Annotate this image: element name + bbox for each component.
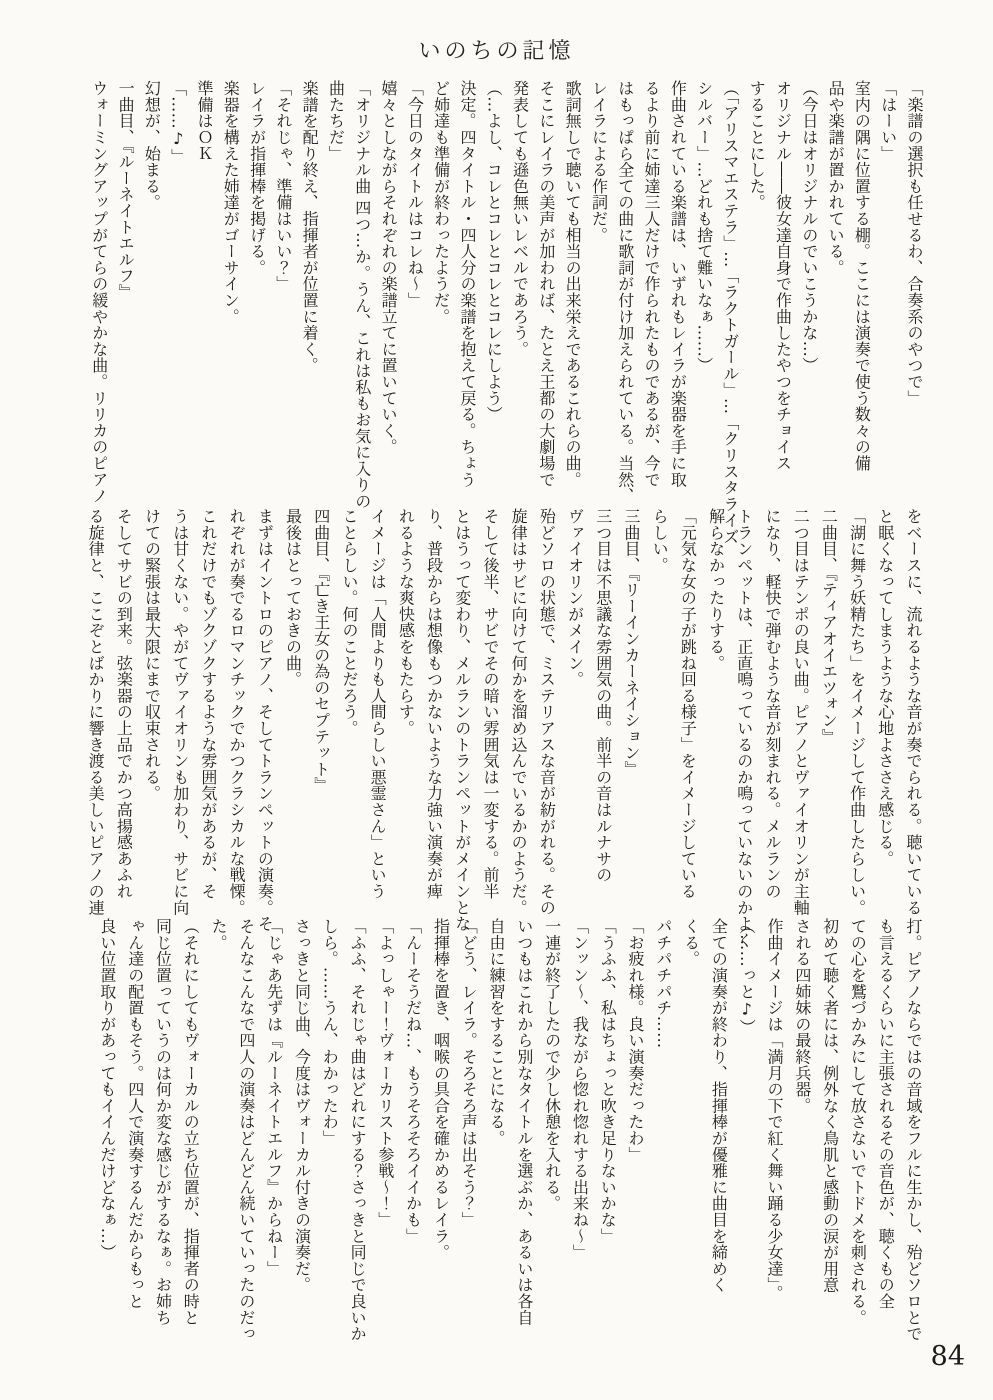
text-column: 三曲目、『リーインカーネイション』 (621, 508, 641, 778)
text-column: トランペットは、正直鳴っているのか鳴っていないのかよく (734, 508, 754, 949)
text-column: レイラが指揮棒を掲げる。 (247, 80, 267, 276)
text-column: くる。 (681, 918, 701, 967)
text-column: 決定。四タイトル・四人分の楽譜を抱えて戻る。ちょう (457, 80, 477, 488)
text-column: らしい。 (650, 508, 670, 574)
text-column: り、普段からは想像もつかないような力強い演奏が痺 (424, 508, 444, 900)
text-column: 品や楽譜が置かれている。 (826, 80, 846, 276)
text-column: 「ふふ、それじゃ曲はどれにする？さっきと同じで良いか (348, 918, 368, 1342)
text-column: 「それじゃ、準備はいい？」 (273, 80, 293, 292)
text-column: 「ンッン～、我ながら惚れ惚れする出来ね～」 (570, 918, 590, 1261)
text-column: 歌詞無しで聴いても相当の出来栄えであるこれらの曲。 (563, 80, 583, 488)
text-column: 初めて聴く者には、例外なく鳥肌と感動の涙が用意 (820, 918, 840, 1293)
text-column: 同じ位置っていうのは何か変な感じがするなぁ。お姉ち (153, 918, 173, 1326)
text-column: 解らなかったりする。 (706, 508, 726, 671)
text-column: 「お疲れ様。良い演奏だったわ」 (626, 918, 646, 1163)
text-column: 楽器を構えた姉達がゴーサイン。 (221, 80, 241, 325)
text-band-bottom (60, 918, 927, 1342)
text-column: 「元気な女の子が跳ね回る様子」をイメージしている (678, 508, 698, 900)
text-column: そしてサビの到来。弦楽器の上品でかつ高揚感あふれ (114, 508, 134, 900)
text-column: シルバー」…どれも捨て難いなぁ……） (694, 80, 714, 374)
text-column: れぞれが奏でるロマンチックでかつクラシカルな戦慄。 (227, 508, 247, 916)
text-column: る旋律と、ここぞとばかりに響き渡る美しいピアノの連 (86, 508, 106, 916)
page-number: 84 (930, 1341, 965, 1372)
text-column: 「じゃあ先ずは『ルーネイトエルフ』からねー」 (264, 918, 284, 1277)
text-column: 三つ目は不思議な雰囲気の曲。前半の音はルナサの (593, 508, 613, 883)
text-column: 「今日のタイトルはコレね～」 (405, 80, 425, 309)
text-column: 指揮棒を置き、咽喉の具合を確かめるレイラ。 (431, 918, 451, 1261)
text-column: ど姉達も準備が終わったようだ。 (431, 80, 451, 325)
text-column: イメージは「人間よりも人間らしい悪霊さん」という (368, 508, 388, 900)
text-column: とはうって変わり、メルランのトランペットがメインとな (452, 508, 472, 932)
text-column: レイラによる作詞だ。 (589, 80, 609, 243)
text-column: ての心を鷲づかみにして放さないでトドメを刺される。 (848, 918, 868, 1326)
text-column: （…よし、コレとコレとコレとコレにしよう） (484, 80, 504, 423)
text-column: 最後はとっておきの曲。 (283, 508, 303, 688)
text-column: さっきと同じ曲、今度はヴォーカル付きの演奏だ。 (292, 918, 312, 1293)
text-column: （今日はオリジナルのでいこうかな…） (799, 80, 819, 374)
text-column: まずはイントロのピアノ、そしてトランペットの演奏。そ (255, 508, 275, 932)
text-column: これだけでもゾクゾクするような雰囲気があるが、そ (198, 508, 218, 900)
text-column: そして後半、サビでその暗い雰囲気は一変する。前半 (480, 508, 500, 900)
text-column: 二つ目はテンポの良い曲。ピアノとヴァイオリンが主軸 (791, 508, 811, 916)
text-column: 幻想が、始まる。 (142, 80, 162, 211)
text-column: と眠くなってしまうような心地よささえ感じる。 (875, 508, 895, 867)
text-column: はもっぱら全ての曲に歌詞が付け加えられている。当然、 (615, 80, 635, 504)
text-column: 「んーそうだね…、もうそろそろイイかも」 (403, 918, 423, 1244)
text-column: ヴァイオリンがメイン。 (565, 508, 585, 688)
text-column: （それにしてもヴォーカルの立ち位置が、指揮者の時と (181, 918, 201, 1326)
text-column: 一連が終了したので少し休憩を入れる。 (542, 918, 562, 1212)
text-column: 準備はＯＫ (194, 80, 214, 162)
text-column: 室内の隅に位置する棚。ここには演奏で使う数々の備 (852, 80, 872, 472)
text-column: 良い位置取りがあってもイイんだけどなぁ…） (97, 918, 117, 1261)
text-column: そこにレイラの美声が加われば、たとえ王都の大劇場で (536, 80, 556, 488)
text-column: しら。……うん、わかったわ」 (320, 918, 340, 1147)
text-column: オリジナル――彼女達自身で作曲したやつをチョイス (773, 80, 793, 472)
text-column: けての緊張は最大限にまで収束される。 (142, 508, 162, 802)
text-column: 曲たちだ」 (326, 80, 346, 162)
text-column: 全ての演奏が終わり、指揮棒が優雅に曲目を締めく (709, 918, 729, 1293)
text-column: 二曲目、『ティアオイエツォン』 (819, 508, 839, 745)
text-column: うは甘くない。やがてヴァイオリンも加わり、サビに向 (170, 508, 190, 916)
text-column: することにした。 (747, 80, 767, 211)
text-column: （「アリスマエステラ」…「ラクトガール」…「クリスタライズ (720, 80, 740, 545)
text-column: 殆どソロの状態で、ミステリアスな音が紡がれる。その (537, 508, 557, 916)
text-column: 「楽譜の選択も任せるわ、合奏系のやつで」 (905, 80, 924, 406)
text-column: 発表しても遜色無いレベルであろう。 (510, 80, 530, 358)
text-column: 「オリジナル曲 四つ…か。うん、これは私もお気に入りの (352, 80, 372, 510)
text-column: になり、軽快で弾むような音が刻まれる。メルランの (762, 508, 782, 900)
text-column: れるような爽快感をもたらす。 (396, 508, 416, 737)
text-column: 作曲されている楽譜は、いずれもレイラが楽器を手に取 (668, 80, 688, 488)
text-column: ことらしい。何のことだろう。 (339, 508, 359, 737)
text-column: 「うふふ、私はちょっと吹き足りないかな」 (598, 918, 618, 1244)
text-column: 「はーい」 (878, 80, 898, 162)
text-column: ウォーミングアップがてらの緩やかな曲。リリカのピアノ (89, 80, 109, 504)
text-column: るより前に姉達三人だけで作られたものであるが、今で (642, 80, 662, 488)
text-column: 「……♪」 (168, 80, 188, 165)
text-column: 「湖に舞う妖精たち」をイメージして作曲したらしい。 (847, 508, 867, 916)
text-column: される四姉妹の最終兵器。 (792, 918, 812, 1114)
text-column: 「どう、レイラ。そろそろ声は出そう？」 (459, 918, 479, 1228)
text-column: 一曲目、『ルーネイトエルフ』 (116, 80, 136, 301)
text-column: 打。ピアノならではの音域をフルに生かし、殆どソロとで (904, 918, 923, 1342)
text-column: （……っと♪） (737, 918, 757, 1036)
text-column: 嬉々としながらそれぞれの楽譜立てに置いていく。 (379, 80, 399, 455)
text-column: 旋律はサビに向けて何かを溜め込んでいるかのようだ。 (509, 508, 529, 916)
text-column: も言えるくらいに主張されるその音色が、聴くもの全 (876, 918, 896, 1310)
text-column: 「よっしゃー！ヴォーカリスト参戦～！」 (375, 918, 395, 1228)
text-column: そんなこんなで四人の演奏はどんどん続いていったのだっ (236, 918, 256, 1342)
text-column: いつもはこれから別なタイトルを選ぶか、あるいは各自 (514, 918, 534, 1326)
page-title: いのちの記憶 (418, 39, 575, 64)
text-column: 楽譜を配り終え、指揮者が位置に着く。 (300, 80, 320, 374)
text-column: 四曲目、『亡き王女の為のセプテット』 (311, 508, 331, 794)
text-column: た。 (209, 918, 229, 951)
text-column: をベースに、流れるような音が奏でられる。聴いている (904, 508, 923, 916)
text-column: パチパチパチ…… (653, 918, 673, 1049)
text-column: 自由に練習をすることになる。 (487, 918, 507, 1147)
text-column: ゃん達の配置もそう。四人で演奏するんだからもっと (125, 918, 145, 1310)
text-column: 作曲イメージは「満月の下で紅く舞い踊る少女達」。 (765, 918, 785, 1302)
